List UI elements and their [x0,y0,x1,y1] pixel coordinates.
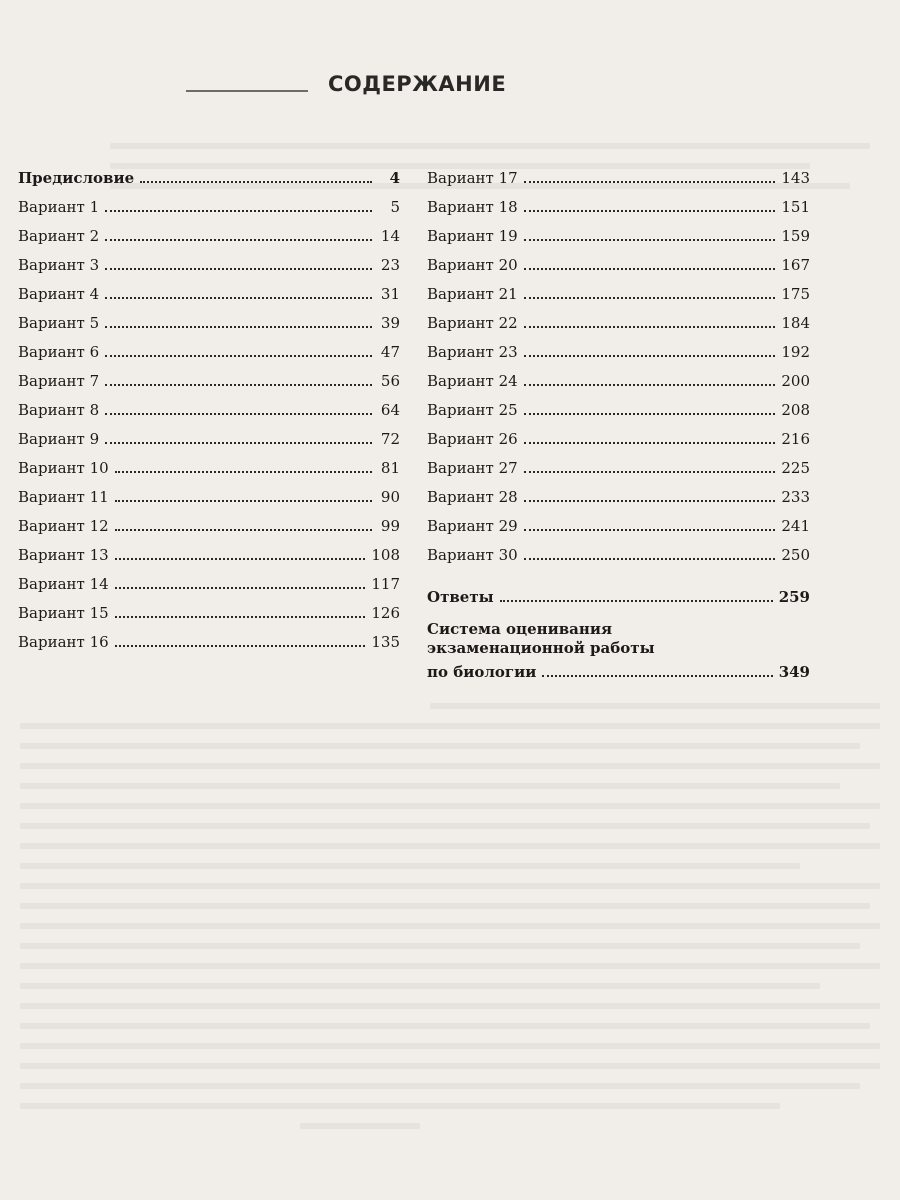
toc-entry-label: Предисловие [18,169,135,187]
toc-entry[interactable] [427,361,810,390]
toc-entry[interactable] [427,187,810,216]
toc-entry-page: 200 [781,372,810,390]
dot-leader [105,239,372,241]
toc-entry-page: 56 [380,372,400,390]
toc-entry-label: Вариант 25 [427,401,518,419]
toc-right-column [427,158,810,681]
dot-leader [524,297,776,299]
toc-header [180,72,510,104]
toc-entry[interactable] [18,187,400,216]
dot-leader [524,326,776,328]
toc-entry-label: Вариант 21 [427,285,518,303]
dot-leader [524,500,776,502]
toc-entry[interactable] [18,332,400,361]
dot-leader [140,181,372,183]
dot-leader [105,326,372,328]
dot-leader [524,471,776,473]
toc-entry-page: 208 [781,401,810,419]
toc-entry-page: 14 [380,227,400,245]
toc-entry-label: Вариант 16 [18,633,109,651]
toc-entry-label: Вариант 29 [427,517,518,535]
dot-leader [105,384,372,386]
dot-leader [524,239,776,241]
toc-entry-page: 349 [778,663,810,681]
title-rule [186,90,308,92]
toc-entry[interactable] [427,506,810,535]
toc-entry-page: 259 [778,588,810,606]
dot-leader [524,268,776,270]
dot-leader [105,442,372,444]
toc-entry[interactable] [18,477,400,506]
toc-entry-page: 233 [781,488,810,506]
toc-entry-page: 90 [380,488,400,506]
toc-entry[interactable] [427,274,810,303]
toc-entry-page: 5 [390,198,400,216]
toc-entry[interactable] [427,390,810,419]
toc-entry-label: Вариант 1 [18,198,100,216]
dot-leader [524,558,776,560]
toc-entry[interactable] [18,245,400,274]
toc-entry[interactable] [427,448,810,477]
dot-leader [105,297,372,299]
toc-entry[interactable] [427,245,810,274]
toc-entry-page: 184 [781,314,810,332]
toc-entry-page: 241 [781,517,810,535]
toc-entry[interactable] [427,158,810,187]
toc-entry-page: 225 [781,459,810,477]
toc-entry-label: Вариант 5 [18,314,100,332]
toc-entry-label: Вариант 6 [18,343,100,361]
dot-leader [115,616,366,618]
toc-entry-label: Вариант 24 [427,372,518,390]
toc-entry-page: 126 [371,604,400,622]
toc-entry-label: Вариант 19 [427,227,518,245]
toc-entry-label: Ответы [427,588,494,606]
toc-entry-page: 47 [380,343,400,361]
dot-leader [115,500,372,502]
dot-leader [524,384,776,386]
toc-entry-label: Вариант 2 [18,227,100,245]
toc-entry-page: 39 [380,314,400,332]
toc-entry[interactable] [427,216,810,245]
grading-line-3: по биологии [427,663,537,681]
toc-entry[interactable] [18,564,400,593]
toc-entry[interactable] [427,535,810,564]
toc-entry-label: Вариант 8 [18,401,100,419]
toc-entry-label: Вариант 13 [18,546,109,564]
toc-entry-answers[interactable] [427,577,810,606]
dot-leader [524,529,776,531]
toc-entry-label: Вариант 22 [427,314,518,332]
toc-entry[interactable] [18,274,400,303]
toc-entry-page: 72 [380,430,400,448]
toc-entry[interactable] [18,361,400,390]
toc-entry-label: Вариант 11 [18,488,109,506]
toc-entry-page: 135 [371,633,400,651]
toc-entry-page: 23 [380,256,400,274]
toc-entry-label: Вариант 15 [18,604,109,622]
toc-entry[interactable] [427,419,810,448]
toc-entry-page: 167 [781,256,810,274]
toc-entry-label: Вариант 3 [18,256,100,274]
toc-entry[interactable] [18,535,400,564]
toc-entry-label: Вариант 10 [18,459,109,477]
toc-entry-label: Вариант 14 [18,575,109,593]
toc-entry[interactable] [18,448,400,477]
toc-entry-label: Вариант 12 [18,517,109,535]
dot-leader [105,413,372,415]
toc-entry-page: 151 [781,198,810,216]
toc-entry[interactable] [18,419,400,448]
dot-leader [115,529,372,531]
toc-entry-label: Вариант 4 [18,285,100,303]
toc-entry[interactable] [18,390,400,419]
toc-entry-label: Вариант 26 [427,430,518,448]
dot-leader [115,645,366,647]
toc-entry[interactable] [18,622,400,651]
toc-entry-label: Вариант 18 [427,198,518,216]
toc-entry-label: Вариант 27 [427,459,518,477]
toc-entry[interactable] [18,506,400,535]
toc-entry-page: 64 [380,401,400,419]
dot-leader [115,471,372,473]
toc-entry-grading[interactable] [427,619,810,681]
dot-leader [105,210,372,212]
dot-leader [524,413,776,415]
dot-leader [542,675,772,677]
toc-entry-label: Вариант 28 [427,488,518,506]
dot-leader [105,268,372,270]
toc-entry[interactable] [427,332,810,361]
toc-entry-page: 99 [380,517,400,535]
toc-entry-label: Вариант 17 [427,169,518,187]
toc-entry-page: 108 [371,546,400,564]
toc-entry-page: 192 [781,343,810,361]
grading-line-2: экзаменационной работы [427,639,655,657]
toc-entry[interactable] [18,216,400,245]
toc-entry-page: 143 [781,169,810,187]
dot-leader [105,355,372,357]
toc-entry[interactable] [18,593,400,622]
toc-entry-page: 250 [781,546,810,564]
toc-entry[interactable] [427,303,810,332]
toc-entry[interactable] [427,477,810,506]
dot-leader [115,558,366,560]
toc-entry-page: 175 [781,285,810,303]
dot-leader [500,600,773,602]
toc-entry[interactable] [18,158,400,187]
toc-entry[interactable] [18,303,400,332]
toc-entry-page: 31 [380,285,400,303]
toc-entry-label: Вариант 23 [427,343,518,361]
toc-entry-page: 216 [781,430,810,448]
grading-line-1: Система оценивания [427,620,613,638]
dot-leader [524,181,776,183]
toc-entry-page: 159 [781,227,810,245]
toc-entry-page: 4 [389,169,400,187]
toc-entry-label: Вариант 7 [18,372,100,390]
dot-leader [524,442,776,444]
dot-leader [524,210,776,212]
dot-leader [524,355,776,357]
toc-entry-label: Вариант 20 [427,256,518,274]
toc-entry-page: 81 [380,459,400,477]
toc-entry-page: 117 [371,575,400,593]
dot-leader [115,587,366,589]
toc-entry-label: Вариант 30 [427,546,518,564]
toc-left-column [18,158,400,651]
page-title: СОДЕРЖАНИЕ [328,72,507,96]
toc-entry-label: Вариант 9 [18,430,100,448]
